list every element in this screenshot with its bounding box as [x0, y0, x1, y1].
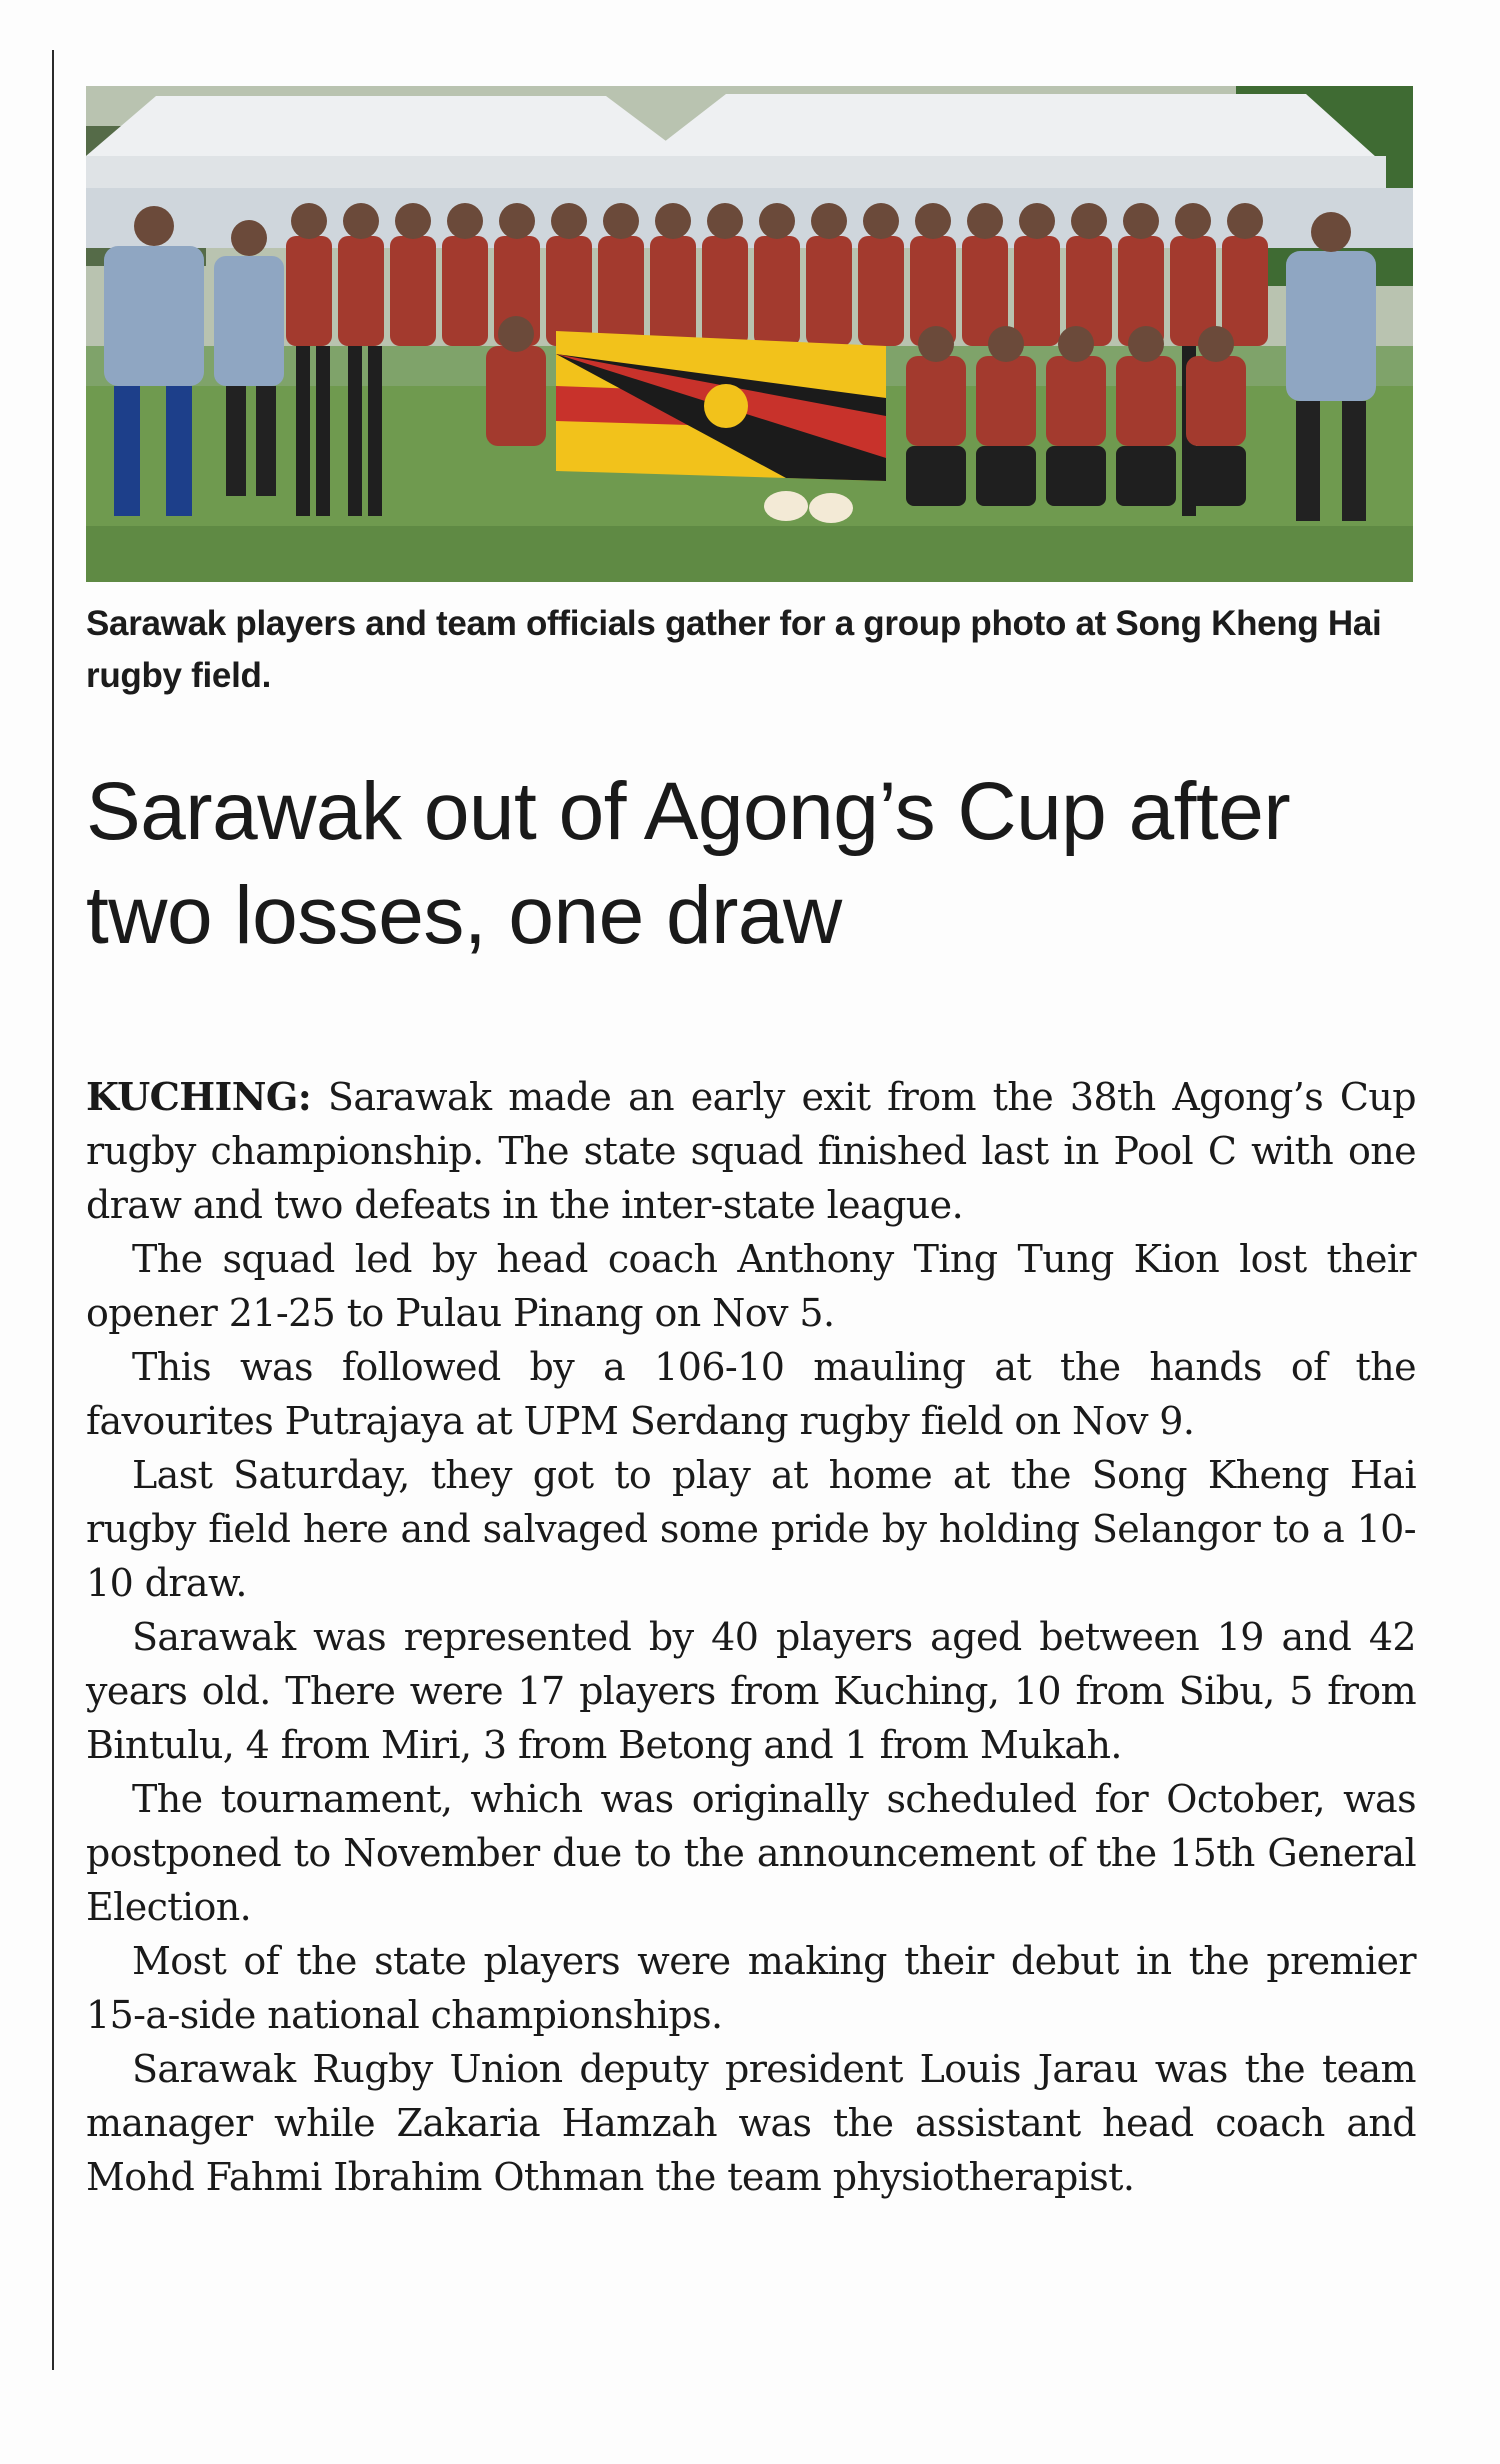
photo-caption: Sarawak players and team officials gather for a group photo at Song Kheng Hai rugby field. [86, 604, 1382, 695]
paragraph: The squad led by head coach Anthony Ting Tung Kion lost their opener 21-25 to Pulau Pinang on Nov 5. [86, 1237, 1416, 1335]
lead-paragraph [86, 1070, 1416, 1232]
team-group-photo [86, 86, 1413, 582]
paragraph: The tournament, which was originally scheduled for October, was postponed to November due to the announcement of the 15th General Election. [86, 1777, 1416, 1929]
lead-text: Sarawak made an early exit from the 38th Agong’s Cup rugby championship. The state squad finished last in Pool C with one draw and two defeats in the inter-state league. [86, 1075, 1416, 1227]
dateline: KUCHING: [86, 1074, 312, 1119]
column-rule [52, 50, 54, 2370]
article-body [86, 1070, 1416, 2204]
headline: Sarawak out of Agong’s Cup after two losses, one draw [86, 766, 1291, 961]
paragraph: Sarawak Rugby Union deputy president Louis Jarau was the team manager while Zakaria Hamzah was the assistant head coach and Mohd Fahmi Ibrahim Othman the team physiotherapist. [86, 2047, 1416, 2199]
paragraph: Most of the state players were making their debut in the premier 15-a-side national championships. [86, 1939, 1416, 2037]
paragraph: This was followed by a 106-10 mauling at the hands of the favourites Putrajaya at UPM Serdang rugby field on Nov 9. [86, 1345, 1416, 1443]
group-photo-icon [86, 86, 1413, 582]
paragraph: Sarawak was represented by 40 players aged between 19 and 42 years old. There were 17 players from Kuching, 10 from Sibu, 5 from Bintulu, 4 from Miri, 3 from Betong and 1 from Mukah. [86, 1615, 1416, 1767]
paragraph: Last Saturday, they got to play at home at the Song Kheng Hai rugby field here and salvaged some pride by holding Selangor to a 10-10 draw. [86, 1453, 1416, 1605]
